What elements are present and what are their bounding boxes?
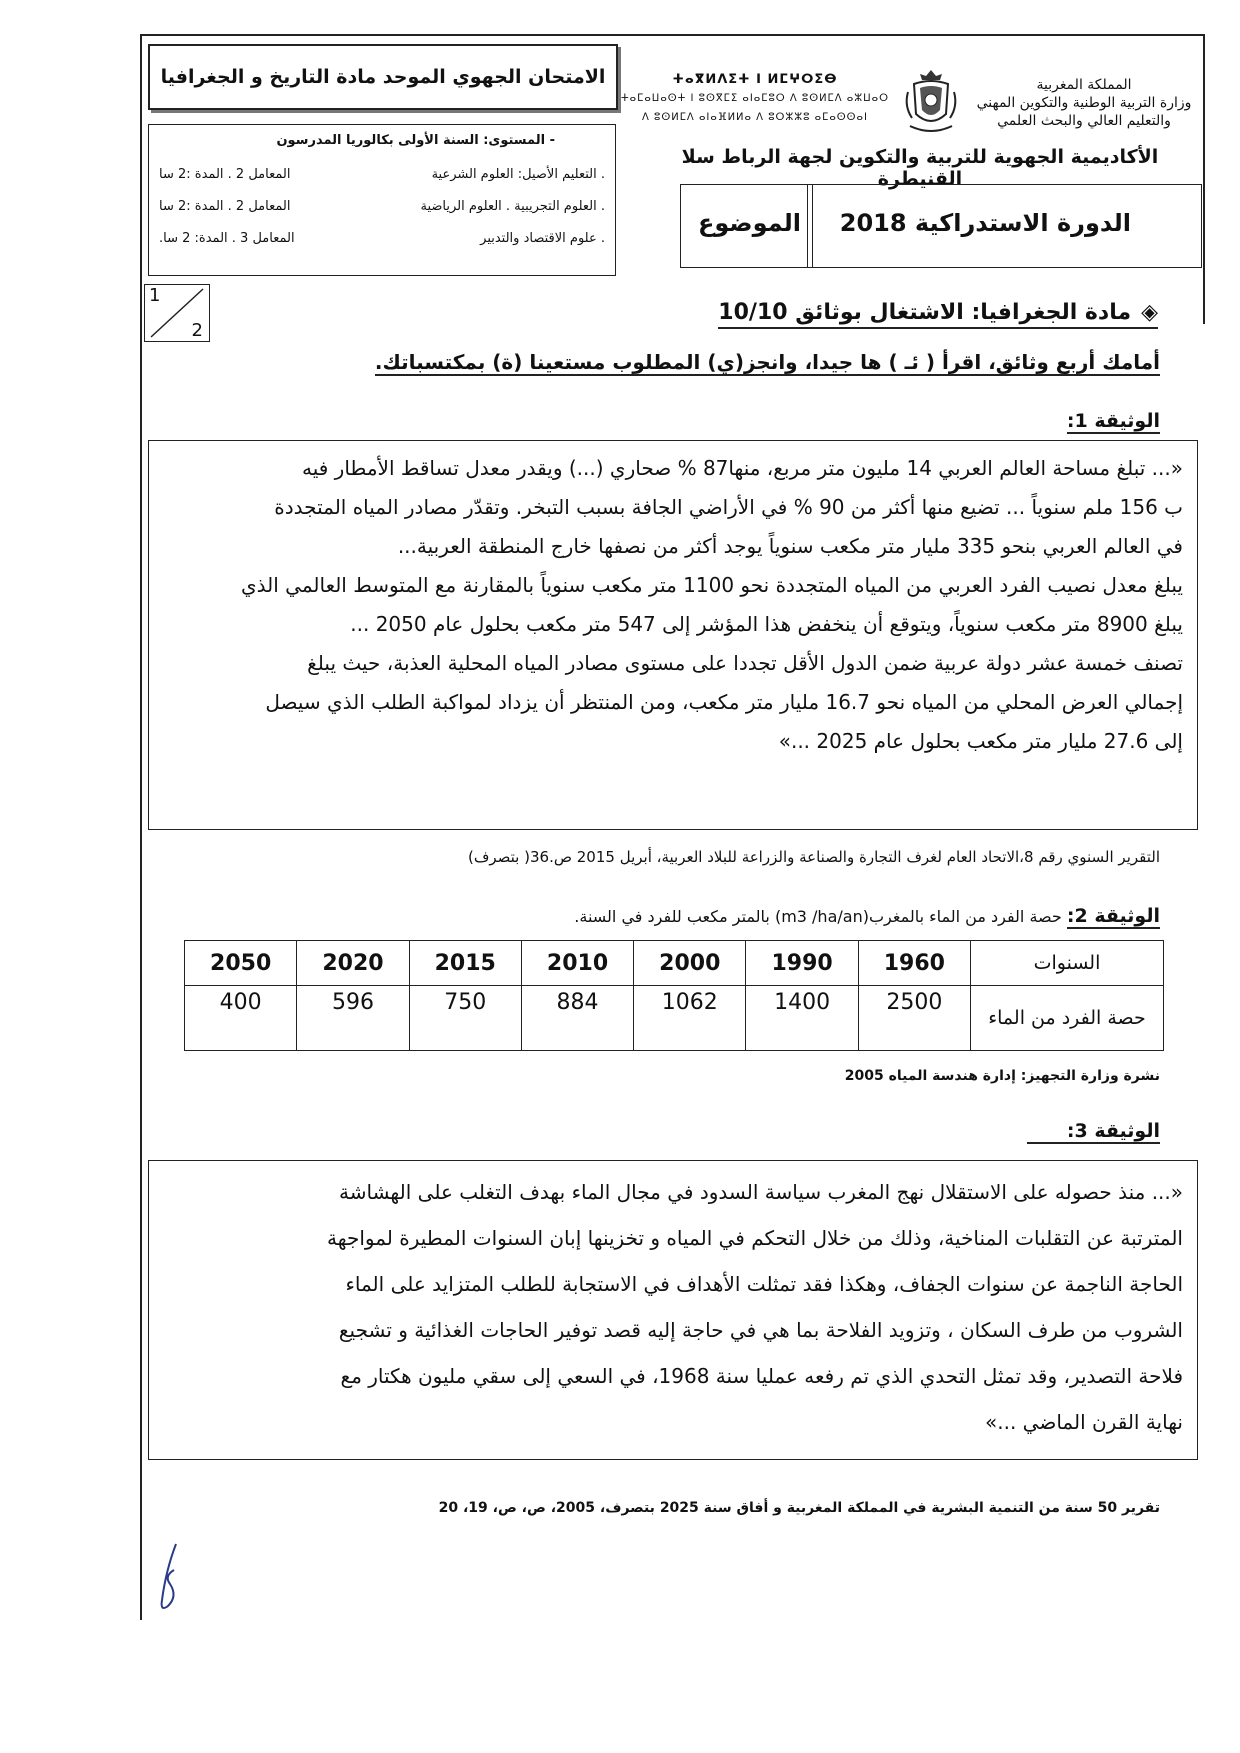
year-cell: 2000: [634, 941, 746, 986]
doc3-line-3: الحاجة الناجمة عن سنوات الجفاف، وهكذا فقد تمثلت الأهداف في الاستجابة للطلب المتزايد على الماء: [345, 1272, 1183, 1296]
level-text: - المستوى: السنة الأولى بكالوريا المدرسون: [276, 133, 555, 148]
signature-mark: [148, 1540, 188, 1624]
page-indicator: [144, 284, 210, 342]
exam-info-box: [148, 124, 616, 276]
doc1-line-5: يبلغ 8900 متر مكعب سنوياً، ويتوقع أن ينخفض هذا المؤشر إلى 547 متر مكعب بحلول عام 2050 ...: [350, 612, 1183, 636]
academy-name: الأكاديمية الجهوية للتربية والتكوين لجهة الرباط سلا القنيطرة: [681, 146, 1159, 190]
doc2-source: نشرة وزارة التجهيز: إدارة هندسة المياه 2005: [844, 1068, 1160, 1084]
session-box: [680, 184, 1202, 268]
tifinagh-line-1: ⵜⴰⴳⵍⴷⵉⵜ ⵏ ⵍⵎⵖⵔⵉⴱ: [672, 72, 838, 87]
doc1-text-box: [148, 440, 1198, 830]
doc1-line-1: «... تبلغ مساحة العالم العربي 14 مليون متر مربع، منها87 % صحاري (...) ويقدر معدل تساقط الأمطار فيه: [302, 456, 1183, 480]
page-current: 1: [149, 285, 161, 306]
diamond-bullet-icon: ◈: [1141, 300, 1158, 325]
track-3: . علوم الاقتصاد والتدبير: [480, 231, 605, 246]
coef-3: المعامل 3 . المدة: 2 سا.: [159, 231, 295, 246]
doc3-text-box: [148, 1160, 1198, 1460]
doc2-header: [574, 905, 1160, 927]
coef-1: المعامل 2 . المدة :2 سا: [159, 167, 291, 182]
tifinagh-line-2: ⵜⴰⵎⴰⵡⴰⵙⵜ ⵏ ⵓⵙⴳⵎⵉ ⴰⵏⴰⵎⵓⵔ ⴷ ⵓⵙⵍⵎⴷ ⴰⵣⵡⴰⵔ: [621, 93, 889, 104]
doc3-line-2: المترتبة عن التقلبات المناخية، وذلك من خلال التحكم في المياه و تخزينها إبان السنوات المطيرة لمواجهة: [327, 1226, 1183, 1250]
doc1-line-3: في العالم العربي بنحو 335 مليار متر مكعب سنوياً يوجد أكثر من نصفها خارج المنطقة العربية...: [397, 534, 1183, 558]
doc1-line-6: تصنف خمسة عشر دولة عربية ضمن الدول الأقل تجددا على مستوى مصادر المياه المحلية العذبة، حيث يبلغ: [307, 651, 1183, 675]
doc1-line-2: ب 156 ملم سنوياً ... تضيع منها أكثر من 90 % في الأراضي الجافة بسبب التبخر. وتقدّر مصادر المياه المتجددة: [274, 495, 1183, 519]
frame-right: [1203, 34, 1205, 324]
royal-emblem-icon: [900, 66, 962, 138]
value-cell: 2500: [858, 986, 970, 1051]
tifinagh-line-3: ⴷ ⵓⵙⵍⵎⴷ ⴰⵏⴰⴼⵍⵍⴰ ⴷ ⵓⵔⵣⵣⵓ ⴰⵎⴰⵙⵙⴰⵏ: [642, 112, 868, 123]
doc3-line-5: فلاحة التصدير، وقد تمثل التحدي الذي تم رفعه عمليا سنة 1968، في السعي إلى سقي مليون هكتار مع: [340, 1364, 1183, 1388]
value-cell: 884: [521, 986, 633, 1051]
doc1-line-8: إلى 27.6 مليار متر مكعب بحلول عام 2025 ...»: [778, 729, 1183, 753]
water-share-table: [184, 940, 1164, 1051]
table-row: [185, 986, 1164, 1051]
share-header: حصة الفرد من الماء: [971, 986, 1164, 1051]
section-title-text: مادة الجغرافيا: الاشتغال بوثائق 10/10: [718, 300, 1132, 325]
doc1-label: الوثيقة 1:: [1066, 410, 1160, 432]
doc3-line-1: «... منذ حصوله على الاستقلال نهج المغرب سياسة السدود في مجال الماء بهدف التغلب على الهشاشة: [339, 1180, 1183, 1204]
value-cell: 400: [185, 986, 297, 1051]
value-cell: 1062: [634, 986, 746, 1051]
doc3-line-6: نهاية القرن الماضي ...»: [985, 1410, 1183, 1434]
doc1-line-4: يبلغ معدل نصيب الفرد العربي من المياه المتجددة نحو 1100 متر مكعب سنوياً بالمقارنة مع المتوسط العالمي الذي: [240, 573, 1183, 597]
ministry-block: [968, 76, 1200, 130]
exam-title: الامتحان الجهوي الموحد مادة التاريخ و الجغرافيا: [148, 44, 618, 110]
doc1-source: التقرير السنوي رقم 8،الاتحاد العام لغرف التجارة والصناعة والزراعة للبلاد العربية، أبريل 2015 ص.36( بتصرف): [467, 848, 1160, 866]
ministry-name: وزارة التربية الوطنية والتكوين المهني: [976, 95, 1192, 111]
doc3-line-4: الشروب من طرف السكان ، وتزويد الفلاحة بما هي في حاجة إليه قصد توفير الحاجات الغذائية و تشجيع: [338, 1318, 1183, 1342]
session-separator: [807, 185, 813, 267]
value-cell: 596: [297, 986, 409, 1051]
coef-2: المعامل 2 . المدة :2 سا: [159, 199, 291, 214]
year-cell: 1960: [858, 941, 970, 986]
doc2-label: الوثيقة 2:: [1066, 905, 1160, 927]
tifinagh-header: [620, 70, 890, 127]
years-header: السنوات: [971, 941, 1164, 986]
table-row: [185, 941, 1164, 986]
instructions: أمامك أربع وثائق، اقرأ ( ئـ ) ها جيدا، وانجز(ي) المطلوب مستعينا (ة) بمكتسباتك.: [374, 350, 1160, 374]
value-cell: 1400: [746, 986, 858, 1051]
year-cell: 2020: [297, 941, 409, 986]
doc2-caption: حصة الفرد من الماء بالمغرب(m3 /ha/an) بالمتر مكعب للفرد في السنة.: [574, 907, 1062, 926]
frame-top: [140, 34, 1204, 36]
track-1: . التعليم الأصيل: العلوم الشرعية: [431, 167, 605, 182]
year-cell: 2050: [185, 941, 297, 986]
year-cell: 2015: [409, 941, 521, 986]
subject-label: الموضوع: [697, 209, 801, 237]
year-cell: 1990: [746, 941, 858, 986]
section-title: [718, 300, 1158, 329]
page-total: 2: [191, 320, 203, 341]
session-title: الدورة الاستدراكية 2018: [839, 209, 1131, 237]
frame-left: [140, 34, 142, 1620]
doc1-line-7: إجمالي العرض المحلي من المياه نحو 16.7 مليار متر مكعب، ومن المنتظر أن يزداد لمواكبة الطلب الذي سيصل: [265, 690, 1183, 714]
doc3-source: تقرير 50 سنة من التنمية البشرية في المملكة المغربية و أفاق سنة 2025 بتصرف، 2005، ص، ص، 19، 20: [438, 1500, 1160, 1516]
value-cell: 750: [409, 986, 521, 1051]
ministry-name-2: والتعليم العالي والبحث العلمي: [997, 113, 1171, 129]
year-cell: 2010: [521, 941, 633, 986]
kingdom-name: المملكة المغربية: [1036, 77, 1132, 93]
doc3-label: الوثيقة 3:: [1027, 1120, 1160, 1144]
track-2: . العلوم التجريبية . العلوم الرياضية: [420, 199, 605, 214]
